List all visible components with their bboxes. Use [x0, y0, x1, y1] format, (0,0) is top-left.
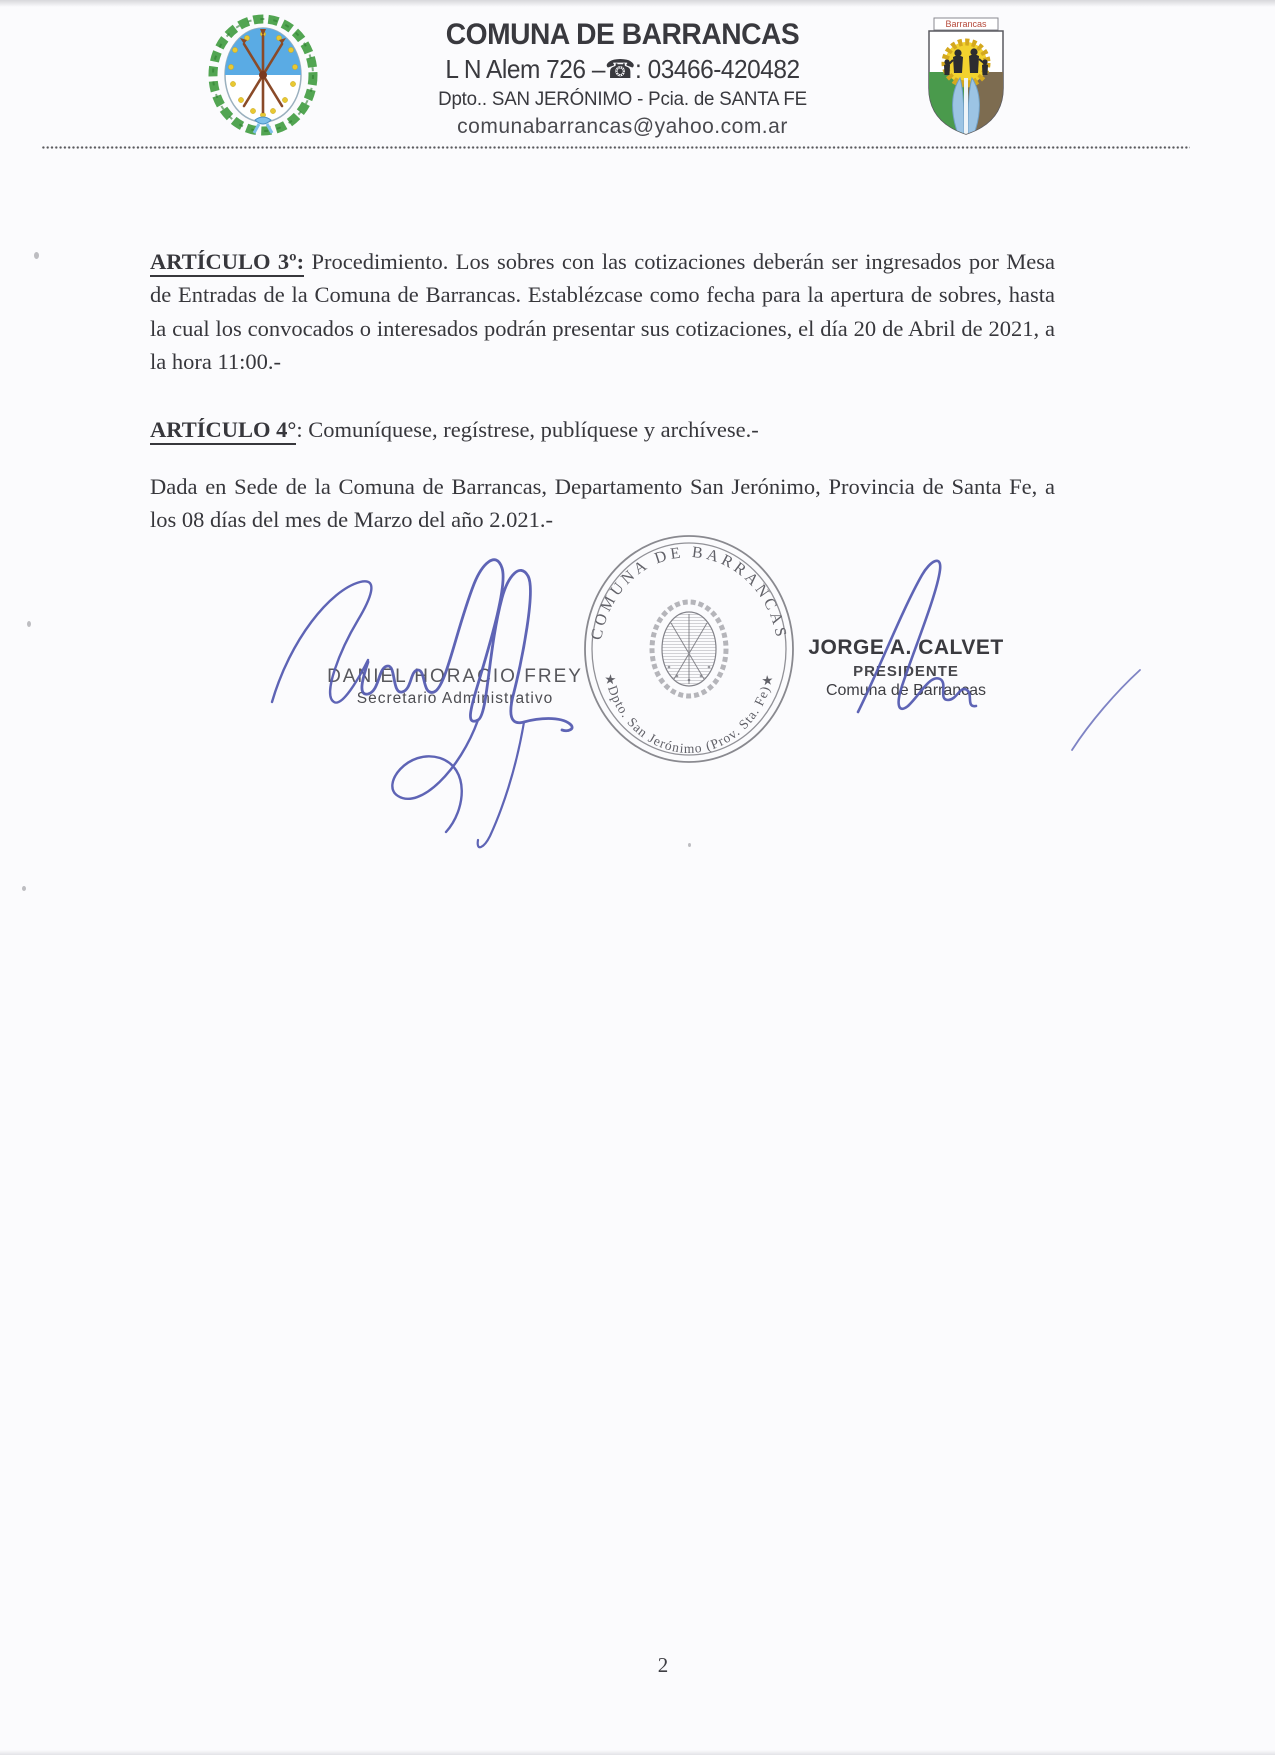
org-name: COMUNA DE BARRANCAS	[445, 18, 800, 51]
article-3-label: ARTÍCULO 3º:	[150, 249, 304, 277]
scan-speck	[27, 621, 31, 627]
article-4-paragraph	[150, 413, 1055, 447]
president-org: Comuna de Barrancas	[825, 682, 987, 699]
header-separator-dotted-line	[42, 146, 1190, 149]
santa-fe-coat-of-arms-logo	[203, 12, 323, 149]
secretary-signature-block	[300, 666, 610, 708]
stamp-bottom-text: ★Dpto. San Jerónimo (Prov. Sta. Fe)★	[601, 671, 777, 756]
shield-banner-label: Barrancas	[945, 19, 987, 29]
president-name: JORGE A. CALVET	[808, 636, 1004, 659]
barrancas-shield-logo	[918, 16, 1014, 143]
stamp-center-emblem	[652, 602, 726, 696]
scan-speck	[22, 886, 26, 891]
comuna-oval-stamp	[578, 528, 800, 775]
scan-edge-artifact	[0, 0, 1275, 7]
scan-edge-artifact	[0, 1750, 1275, 1755]
president-signature-block	[782, 636, 1030, 700]
secretary-title: Secretario Administrativo	[356, 690, 554, 707]
org-address-phone: L N Alem 726 –☎: 03466-420482	[445, 54, 800, 84]
letterhead	[400, 18, 845, 139]
org-department-province: Dpto.. SAN JERÓNIMO - Pcia. de SANTA FE	[438, 88, 807, 110]
secretary-name: DANIEL HORACIO FREY	[327, 666, 583, 687]
page-number: 2	[657, 1653, 669, 1677]
scan-speck	[688, 843, 691, 847]
closing-paragraph: Dada en Sede de la Comuna de Barrancas, Departamento San Jerónimo, Provincia de Santa Fe, a los 08 días del mes de Marzo del año 2.021.-	[150, 473, 1055, 532]
president-title: PRESIDENTE	[853, 663, 959, 680]
org-email: comunabarrancas@yahoo.com.ar	[457, 115, 788, 138]
article-4-text: : Comuníquese, regístrese, publíquese y archívese.-	[296, 416, 759, 442]
article-4-label: ARTÍCULO 4°	[150, 417, 296, 445]
article-3-text: Procedimiento. Los sobres con las cotizaciones deberán ser ingresados por Mesa de Entradas de la Comuna de Barrancas. Establézcase como fecha para la apertura de sobres, hasta la cual los convocados o interesados podrán presentar sus cotizaciones, el día 20 de Abril de 2021, a la hora 11:00.-	[150, 248, 1055, 374]
article-3-paragraph	[150, 245, 1055, 379]
stamp-top-text: COMUNA DE BARRANCAS	[588, 544, 790, 642]
scan-speck	[34, 252, 39, 259]
